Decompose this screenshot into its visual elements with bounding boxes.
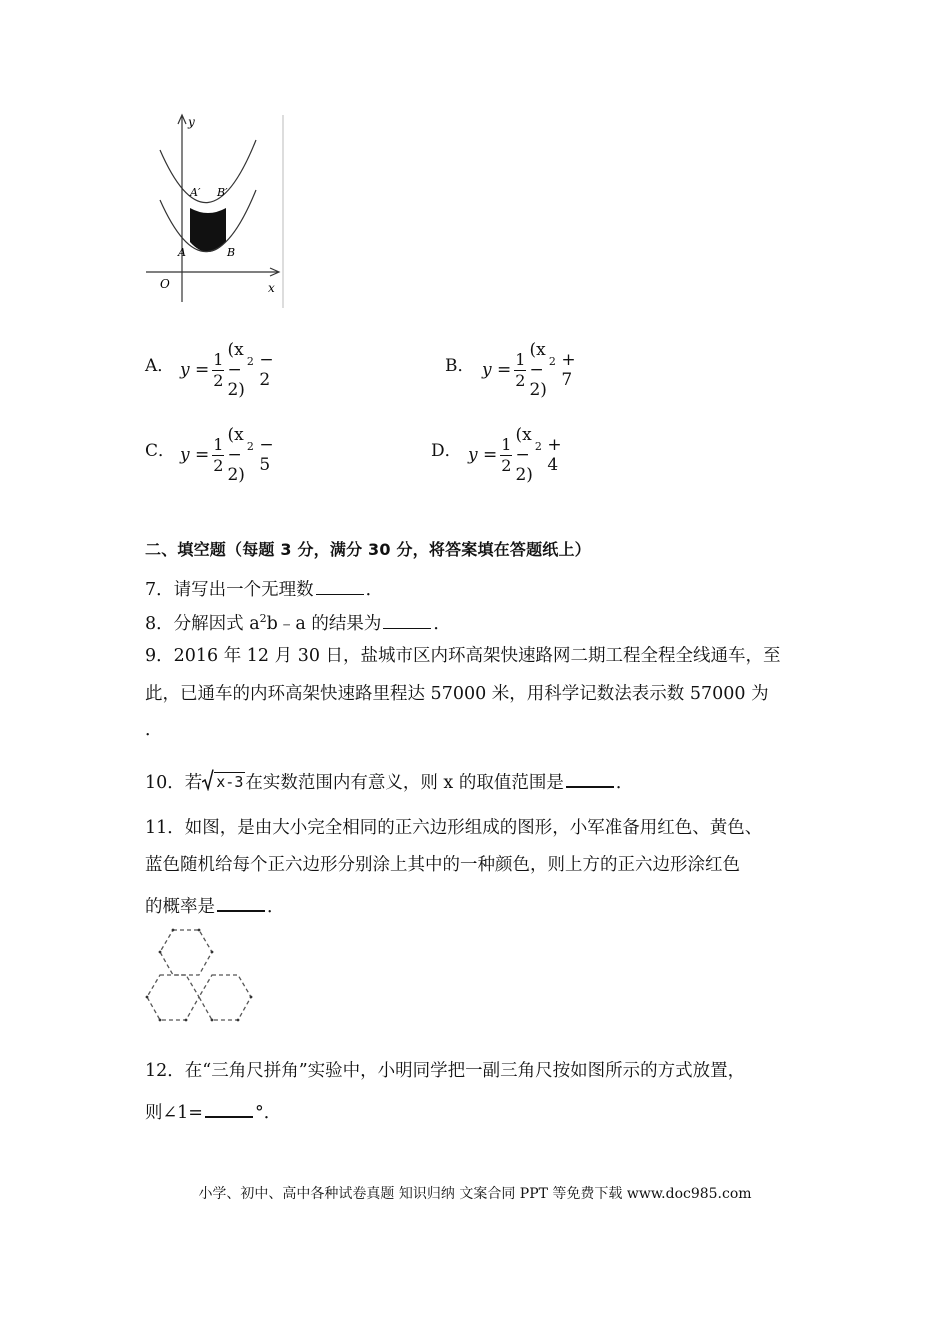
square-root: x-3 [202,769,245,791]
radical-sign-icon [202,769,214,791]
option-c-label: C． [145,441,176,461]
upper-parabola [160,140,256,203]
option-a-formula: y = $\frac{1}{2}$ (x − 2) 2 − 2 [180,340,274,400]
point-b-prime-label: B′ [217,186,228,199]
point-a-prime-label: A′ [190,186,201,199]
option-a-label: A． [145,356,175,376]
answer-blank [566,770,614,788]
hexagon-figure [140,925,260,1035]
option-d-label: D． [431,441,462,461]
shaded-region [190,208,226,252]
question-9-line-1: 9．2016 年 12 月 30 日，盐城市区内环高架快速路网二期工程全程全线通车，至 [145,646,781,666]
answer-blank [316,578,364,595]
bottom-left-hexagon [147,975,199,1020]
answer-blank [217,894,265,912]
question-11-line-2: 蓝色随机给每个正六边形分别涂上其中的一种颜色，则上方的正六边形涂红色 [145,855,740,875]
point-b-label: B [227,246,236,259]
option-b-formula: y = $\frac{1}{2}$ (x − 2) 2 + 7 [482,340,576,400]
parabola-graph [140,110,290,310]
question-12-line-1: 12．在“三角尺拼角”实验中，小明同学把一副三角尺按如图所示的方式放置， [145,1061,746,1081]
answer-blank [205,1100,253,1118]
section-title: 二、填空题（每题 3 分，满分 30 分，将答案填在答题纸上） [145,540,591,559]
question-10: 10．若 x-3 在实数范围内有意义，则 x 的取值范围是 ． [145,769,633,793]
bottom-right-hexagon [199,975,251,1020]
y-axis-label: y [188,115,195,129]
origin-label: O [160,277,170,291]
option-d-formula: y = $\frac{1}{2}$ (x − 2) 2 + 4 [468,425,562,485]
option-c-formula: y = $\frac{1}{2}$ (x − 2) 2 − 5 [180,425,274,485]
page-footer: 小学、初中、高中各种试卷真题 知识归纳 文案合同 PPT 等免费下载 www.doc985.com [198,1186,752,1202]
x-axis-label: x [268,281,275,295]
question-11-line-3: 的概率是 ． [145,894,285,917]
top-hexagon [160,930,212,975]
question-9-line-3: ． [145,720,163,740]
question-11-line-1: 11．如图，是由大小完全相同的正六边形组成的图形，小军准备用红色、黄色、 [145,818,763,838]
question-9-line-2: 此，已通车的内环高架快速路里程达 57000 米，用科学记数法表示数 57000 为 [145,684,769,704]
question-8: 8．分解因式 $a^2b﹣a$ 的结果为 ． [145,612,451,634]
question-7: 7．请写出一个无理数 ． [145,580,384,600]
option-b-label: B． [445,356,475,376]
answer-blank [383,612,431,629]
point-a-label: A [178,246,186,259]
question-12-line-2: 则∠1= °． [145,1100,281,1123]
